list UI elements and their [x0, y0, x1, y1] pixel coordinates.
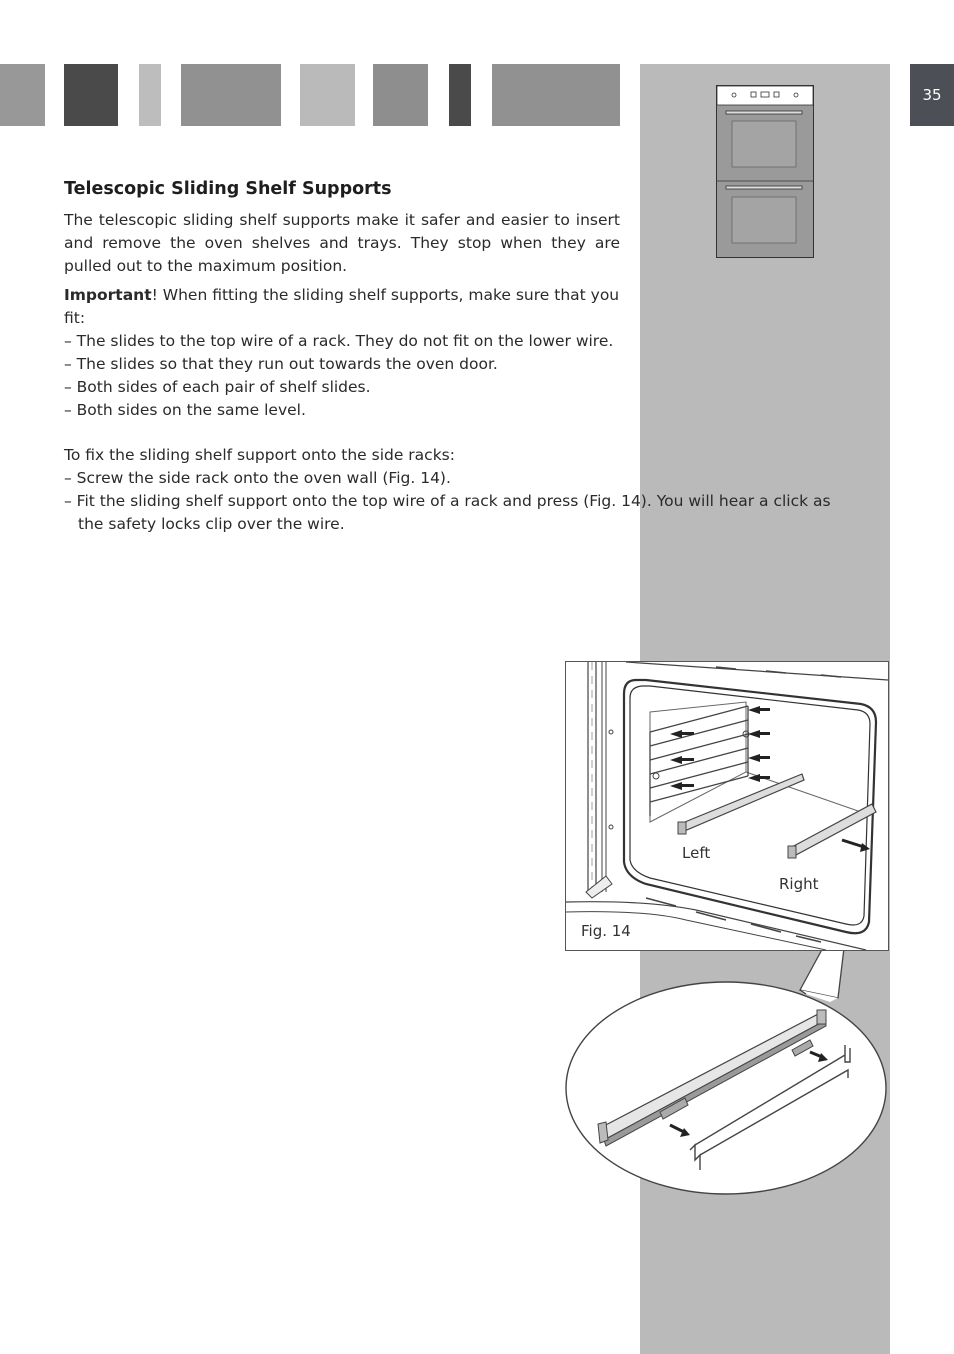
header-band-3 — [139, 64, 161, 126]
header-band-5 — [300, 64, 355, 126]
header-band-2 — [64, 64, 118, 126]
intro-paragraph: The telescopic sliding shelf supports make it safer and easier to insert and remove the oven shelves and trays. They stop when they are pulled out to the maximum position. — [64, 211, 620, 275]
label-left: Left — [682, 844, 711, 862]
figure-caption: Fig. 14 — [581, 922, 631, 940]
fit-item: – Both sides on the same level. — [64, 401, 306, 419]
fit-item: – Both sides of each pair of shelf slides. — [64, 378, 371, 396]
page-number: 35 — [910, 64, 954, 126]
label-right: Right — [779, 875, 819, 893]
oven-interior-drawing — [566, 662, 888, 950]
header-band-7 — [449, 64, 471, 126]
section-title: Telescopic Sliding Shelf Supports — [64, 179, 392, 199]
important-note — [64, 284, 620, 330]
important-label: Important — [64, 286, 152, 304]
header-band-8 — [492, 64, 620, 126]
fix-item: – Screw the side rack onto the oven wall (Fig. 14). — [64, 469, 451, 487]
fit-item: – The slides to the top wire of a rack. They do not fit on the lower wire. — [64, 332, 614, 350]
header-band-4 — [181, 64, 281, 126]
double-oven-icon — [716, 85, 814, 259]
important-text: ! When fitting the sliding shelf supports, make sure that you fit: — [64, 286, 620, 327]
header-band-6 — [373, 64, 428, 126]
fit-item: – The slides so that they run out towards the oven door. — [64, 355, 498, 373]
fix-intro: To fix the sliding shelf support onto the side racks: — [64, 446, 455, 464]
fix-item: – Fit the sliding shelf support onto the top wire of a rack and press (Fig. 14). You will hear a click as the safety locks clip over the wire. — [64, 492, 831, 533]
section-content — [64, 178, 831, 536]
fig-14-illustration — [565, 661, 889, 951]
header-band-1 — [0, 64, 45, 126]
